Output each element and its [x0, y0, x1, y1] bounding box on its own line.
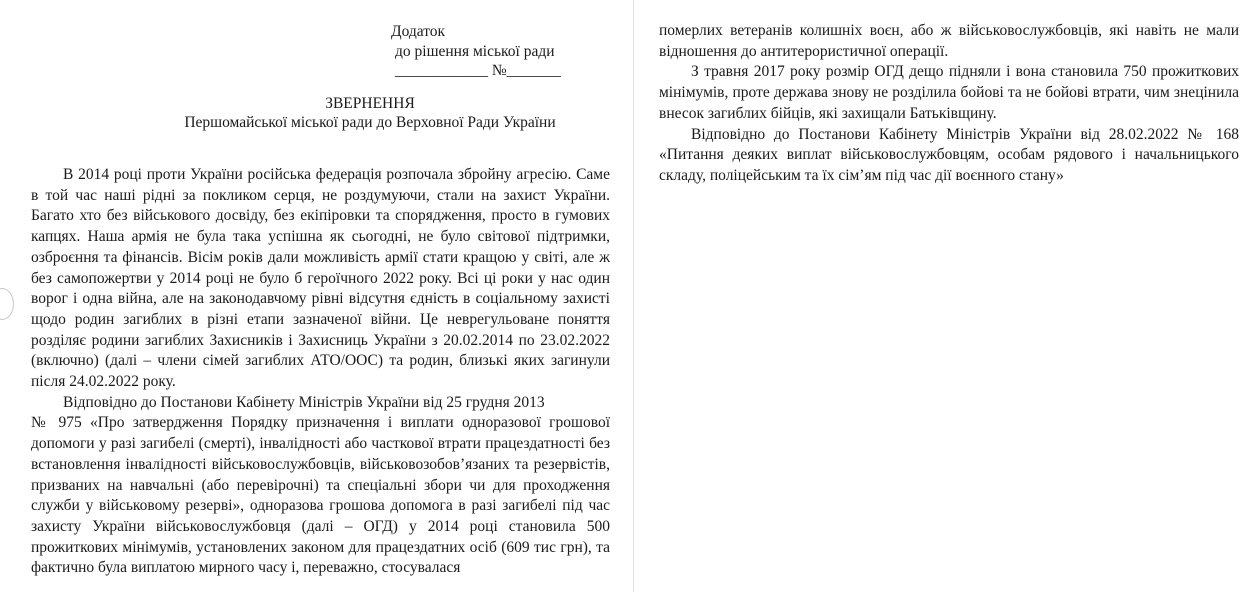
page-divider [633, 0, 634, 592]
paragraph-resolution-168: Відповідно до Постанови Кабінету Міністрів України від 28.02.2022 № 168 «Питання деяких виплат військовослужбовцям, особам рядового і начальницького складу, поліцейським та їх сім’ям під час дії воєнного стану» [659, 125, 1239, 184]
right-body-text [659, 21, 1239, 187]
resolution-975-text: № 975 «Про затвердження Порядку призначення і виплати одноразової грошової допомоги у разі загибелі (смерті), інвалідності або часткової втрати працездатності без встановлення інвалідності військовослужбовців, військовозобов’язаних та резервістів, призваних на навчальні (або перевірочні) та спеціальні збори чи для проходження служби у військовому резерві», одноразова грошова допомога в разі загибелі під час захисту України військовослужбовця (далі – ОГД) у 2014 році становила 500 прожиткових мінімумів, установлених законом для працездатних осіб (609 тис грн), та фактично була виплатою мирного часу і, переважно, стосувалася [31, 414, 610, 577]
left-body-text [31, 165, 610, 579]
paragraph-2017: З травня 2017 року розмір ОГД дещо підняли і вона становила 750 прожиткових мінімумів, проте держава знову не розділила бойові та не бойові втрати, чим знецінила внесок загиблих бійців, які захищали Батьківщину. [659, 63, 1239, 122]
resolution-975-intro: Відповідно до Постанови Кабінету Міністрів України від 25 грудня 2013 [63, 393, 545, 411]
right-page [636, 0, 1250, 592]
paragraph-resolution-975 [31, 393, 610, 579]
paragraph-veterans: померлих ветеранів колишніх воєн, або ж військовослужбовців, які навіть не мали відношення до антитерористичної операції. [659, 22, 1239, 60]
addendum-label: Додаток [391, 23, 446, 40]
addendum-number-line: ____________ №_______ [395, 62, 561, 79]
paragraph-aggression: В 2014 році проти України російська федерація розпочала збройну агресію. Саме в той час наші рідні за покликом серця, не роздумуючи, стали на захист України. Багато хто без військового досвіду, без екіпіровки та спорядження, просто в гумових капцях. Наша армія не була така успішна як сьогодні, не було світової підтримки, озброєння та фінансів. Вісім років дали можливість армії стати кращою у світі, але ж без самопожертви у 2014 році не було б героїчного 2022 року. Всі ці роки у нас один ворог і одна війна, але на законодавчому рівні відсутня єдність в соціальному захисті щодо родин загиблих в різні етапи зазначеної війни. Це неврегульоване поняття розділяє родини загиблих Захисників і Захисниць України з 20.02.2014 по 23.02.2022 (включно) (далі – члени сімей загиблих АТО/ООС) та родин, близькі яких загинули після 24.02.2022 року. [31, 166, 610, 391]
document-title: ЗВЕРНЕННЯ [325, 95, 415, 112]
addendum-block [391, 22, 611, 81]
page-margin-marker [0, 288, 14, 320]
addendum-decision: до рішення міської ради [395, 42, 555, 60]
document-subtitle: Першомайської міської ради до Верховної Ради України [184, 114, 556, 131]
